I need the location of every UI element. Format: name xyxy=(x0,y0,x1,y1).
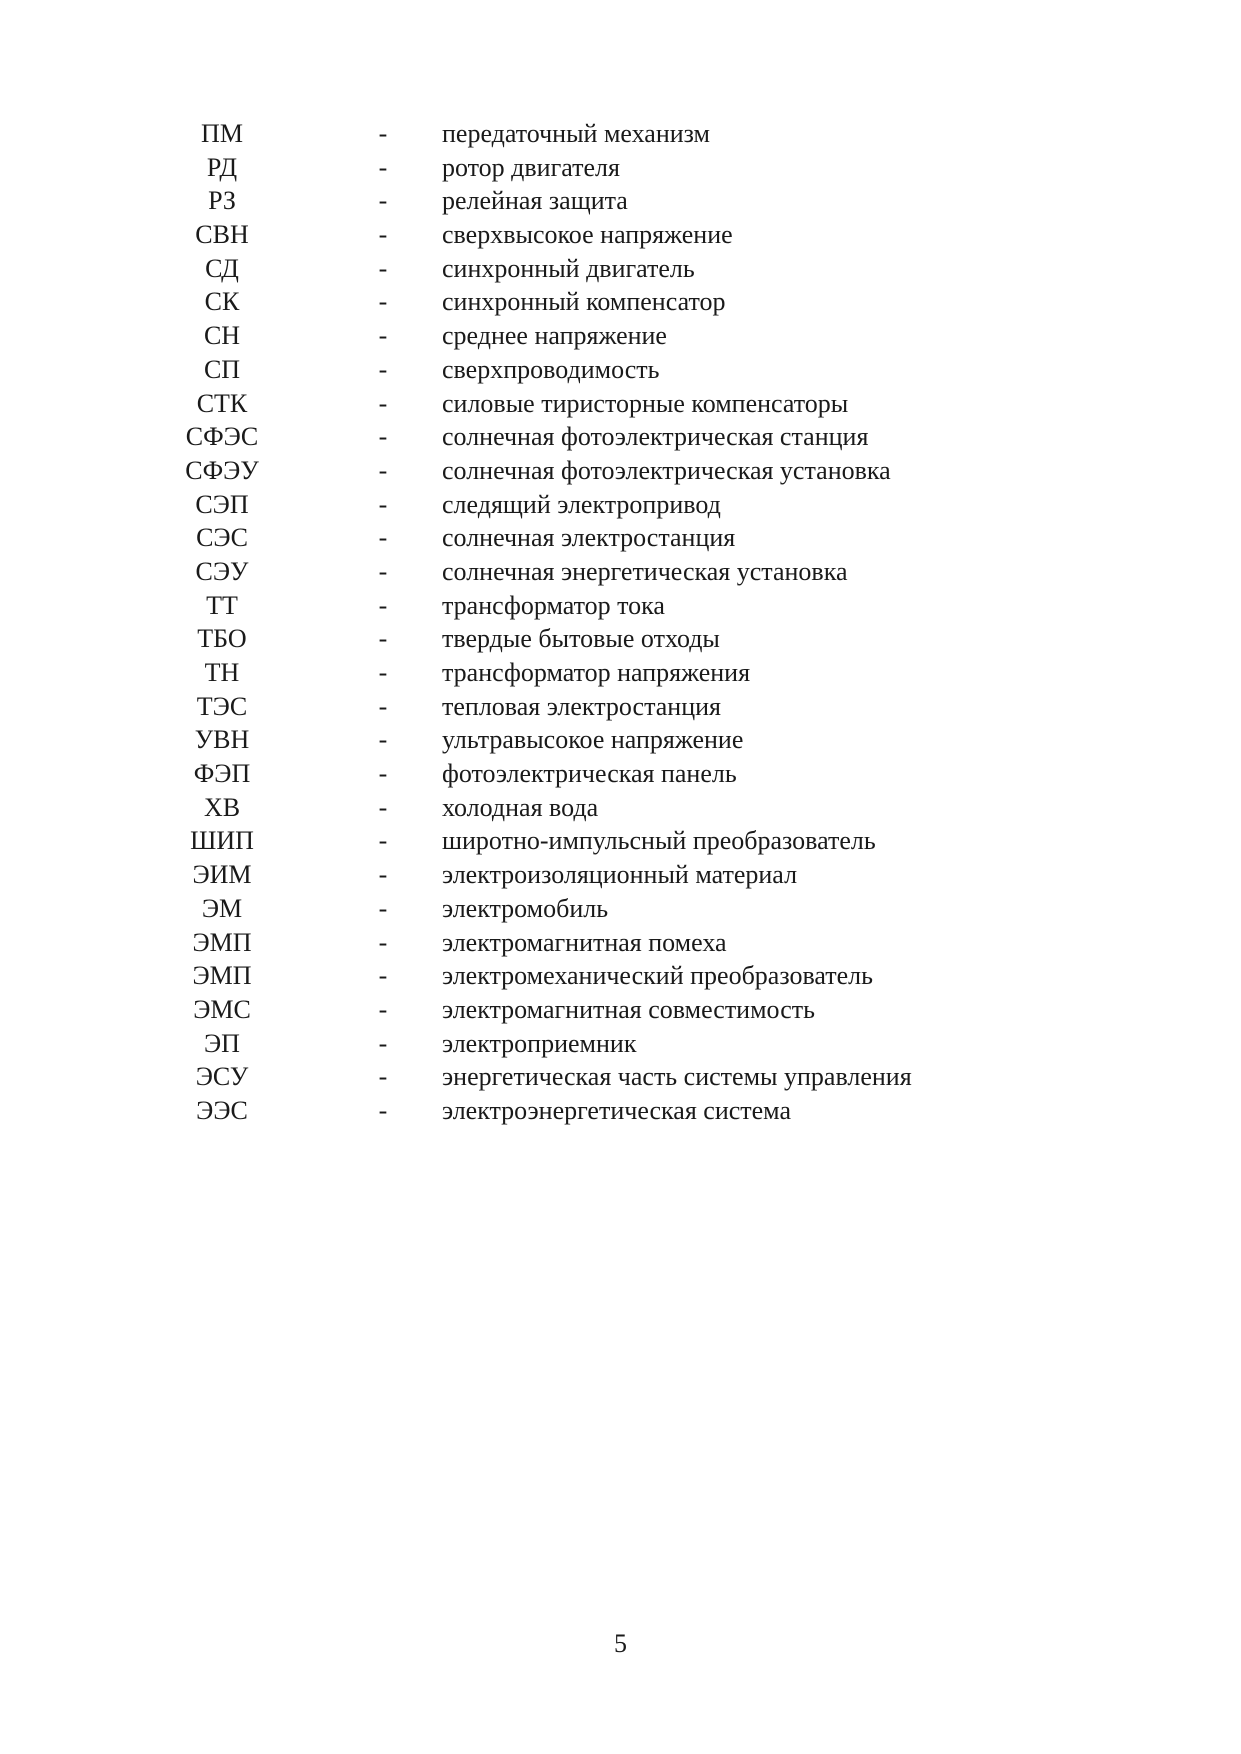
abbreviation-row xyxy=(0,656,1241,690)
abbreviation-row xyxy=(0,117,1241,151)
abbreviation-row xyxy=(0,723,1241,757)
abbreviation-row xyxy=(0,521,1241,555)
abbreviation-code: ЭП xyxy=(204,1028,240,1058)
abbreviation-code: СК xyxy=(204,287,240,317)
abbreviation-code: СФЭУ xyxy=(185,455,259,485)
abbreviation-separator: - xyxy=(378,489,388,519)
abbreviation-code: РД xyxy=(206,152,238,182)
abbreviation-list xyxy=(0,117,1241,1128)
abbreviation-row xyxy=(0,454,1241,488)
abbreviation-code: ЭЭС xyxy=(196,1095,248,1125)
abbreviation-row xyxy=(0,858,1241,892)
abbreviation-description: синхронный компенсатор xyxy=(442,287,726,317)
abbreviation-separator: - xyxy=(378,691,388,721)
abbreviation-separator: - xyxy=(378,422,388,452)
abbreviation-code: СВН xyxy=(195,220,249,250)
abbreviation-row xyxy=(0,353,1241,387)
abbreviation-row xyxy=(0,959,1241,993)
abbreviation-row xyxy=(0,252,1241,286)
abbreviation-separator: - xyxy=(378,388,388,418)
abbreviation-description: твердые бытовые отходы xyxy=(442,624,720,654)
abbreviation-separator: - xyxy=(378,354,388,384)
abbreviation-description: силовые тиристорные компенсаторы xyxy=(442,388,849,418)
abbreviation-description: солнечная энергетическая установка xyxy=(442,556,848,586)
abbreviation-separator: - xyxy=(378,321,388,351)
abbreviation-separator: - xyxy=(378,893,388,923)
abbreviation-code: ЭМП xyxy=(192,927,252,957)
abbreviation-description: электромагнитная помеха xyxy=(442,927,727,957)
abbreviation-separator: - xyxy=(378,826,388,856)
abbreviation-separator: - xyxy=(378,455,388,485)
abbreviation-code: ЭМ xyxy=(201,893,243,923)
abbreviation-description: электроизоляционный материал xyxy=(442,860,798,890)
abbreviation-separator: - xyxy=(378,658,388,687)
abbreviation-description: солнечная электростанция xyxy=(442,523,736,553)
abbreviation-separator: - xyxy=(378,624,388,654)
abbreviation-description: ротор двигателя xyxy=(442,152,620,182)
abbreviation-separator: - xyxy=(378,186,388,216)
abbreviation-code: ТБО xyxy=(197,624,247,654)
abbreviation-code: ЭИМ xyxy=(192,860,252,890)
abbreviation-code: СД xyxy=(205,253,239,283)
abbreviation-separator: - xyxy=(378,1095,388,1125)
abbreviation-description: электромобиль xyxy=(442,893,609,923)
abbreviation-description: синхронный двигатель xyxy=(442,253,695,283)
abbreviation-row xyxy=(0,1094,1241,1128)
abbreviation-description: электромагнитная совместимость xyxy=(442,994,815,1024)
abbreviation-row xyxy=(0,387,1241,421)
abbreviation-row xyxy=(0,151,1241,185)
abbreviation-row xyxy=(0,319,1241,353)
abbreviation-description: холодная вода xyxy=(442,792,599,822)
abbreviation-row xyxy=(0,993,1241,1027)
abbreviation-separator: - xyxy=(378,759,388,789)
abbreviation-description: трансформатор тока xyxy=(442,590,665,620)
abbreviation-description: трансформатор напряжения xyxy=(442,658,751,687)
abbreviation-row xyxy=(0,1060,1241,1094)
abbreviation-code: ХВ xyxy=(203,792,241,822)
abbreviation-code: УВН xyxy=(194,725,250,755)
abbreviation-code: СП xyxy=(203,354,241,384)
abbreviation-description: релейная защита xyxy=(442,186,628,216)
abbreviation-code: ЭСУ xyxy=(195,1062,249,1092)
abbreviation-row xyxy=(0,555,1241,589)
abbreviation-code: РЗ xyxy=(208,186,236,216)
abbreviation-row xyxy=(0,690,1241,724)
abbreviation-code: ТН xyxy=(204,658,240,687)
abbreviation-separator: - xyxy=(378,1062,388,1092)
abbreviation-separator: - xyxy=(378,927,388,957)
abbreviation-code: ЭМС xyxy=(193,994,251,1024)
abbreviation-code: СЭУ xyxy=(195,556,249,586)
abbreviation-description: фотоэлектрическая панель xyxy=(442,759,737,789)
abbreviation-code: ФЭП xyxy=(193,759,251,789)
abbreviation-description: солнечная фотоэлектрическая станция xyxy=(442,422,869,452)
abbreviation-description: передаточный механизм xyxy=(442,119,710,148)
abbreviation-row xyxy=(0,892,1241,926)
abbreviation-description: ультравысокое напряжение xyxy=(442,725,744,755)
abbreviation-row xyxy=(0,622,1241,656)
abbreviation-description: электроэнергетическая система xyxy=(442,1095,791,1125)
abbreviation-separator: - xyxy=(378,253,388,283)
abbreviation-row xyxy=(0,926,1241,960)
abbreviation-separator: - xyxy=(378,792,388,822)
abbreviation-code: СТК xyxy=(196,388,248,418)
abbreviation-separator: - xyxy=(378,220,388,250)
abbreviation-code: ШИП xyxy=(190,826,254,856)
page-number: 5 xyxy=(614,1629,627,1658)
abbreviation-row xyxy=(0,218,1241,252)
abbreviation-separator: - xyxy=(378,523,388,553)
abbreviation-description: следящий электропривод xyxy=(442,489,721,519)
abbreviation-row xyxy=(0,1027,1241,1061)
abbreviation-description: электромеханический преобразователь xyxy=(442,961,873,991)
abbreviation-row xyxy=(0,285,1241,319)
abbreviation-separator: - xyxy=(378,590,388,620)
abbreviation-row xyxy=(0,420,1241,454)
abbreviation-description: солнечная фотоэлектрическая установка xyxy=(442,455,891,485)
abbreviation-code: ПМ xyxy=(201,119,243,148)
abbreviation-row xyxy=(0,757,1241,791)
abbreviation-description: среднее напряжение xyxy=(442,321,667,351)
abbreviation-separator: - xyxy=(378,860,388,890)
abbreviation-description: электроприемник xyxy=(442,1028,637,1058)
abbreviation-separator: - xyxy=(378,1028,388,1058)
abbreviation-row xyxy=(0,824,1241,858)
abbreviation-code: СЭС xyxy=(196,523,248,553)
abbreviation-separator: - xyxy=(378,556,388,586)
abbreviation-code: ТЭС xyxy=(196,691,248,721)
abbreviation-row xyxy=(0,589,1241,623)
abbreviation-separator: - xyxy=(378,994,388,1024)
abbreviation-description: энергетическая часть системы управления xyxy=(442,1062,912,1092)
abbreviation-code: ТТ xyxy=(206,590,238,620)
abbreviation-code: ЭМП xyxy=(192,961,252,991)
abbreviation-separator: - xyxy=(378,152,388,182)
abbreviation-separator: - xyxy=(378,287,388,317)
abbreviation-separator: - xyxy=(378,961,388,991)
abbreviation-row xyxy=(0,184,1241,218)
abbreviation-description: сверхпроводимость xyxy=(442,354,660,384)
abbreviation-description: сверхвысокое напряжение xyxy=(442,220,733,250)
abbreviation-description: широтно-импульсный преобразователь xyxy=(442,826,876,856)
abbreviation-row xyxy=(0,488,1241,522)
abbreviation-code: СН xyxy=(203,321,241,351)
abbreviation-code: СЭП xyxy=(195,489,249,519)
abbreviation-row xyxy=(0,791,1241,825)
abbreviation-description: тепловая электростанция xyxy=(442,691,722,721)
abbreviation-code: СФЭС xyxy=(185,422,259,452)
abbreviation-separator: - xyxy=(378,119,388,148)
abbreviation-separator: - xyxy=(378,725,388,755)
